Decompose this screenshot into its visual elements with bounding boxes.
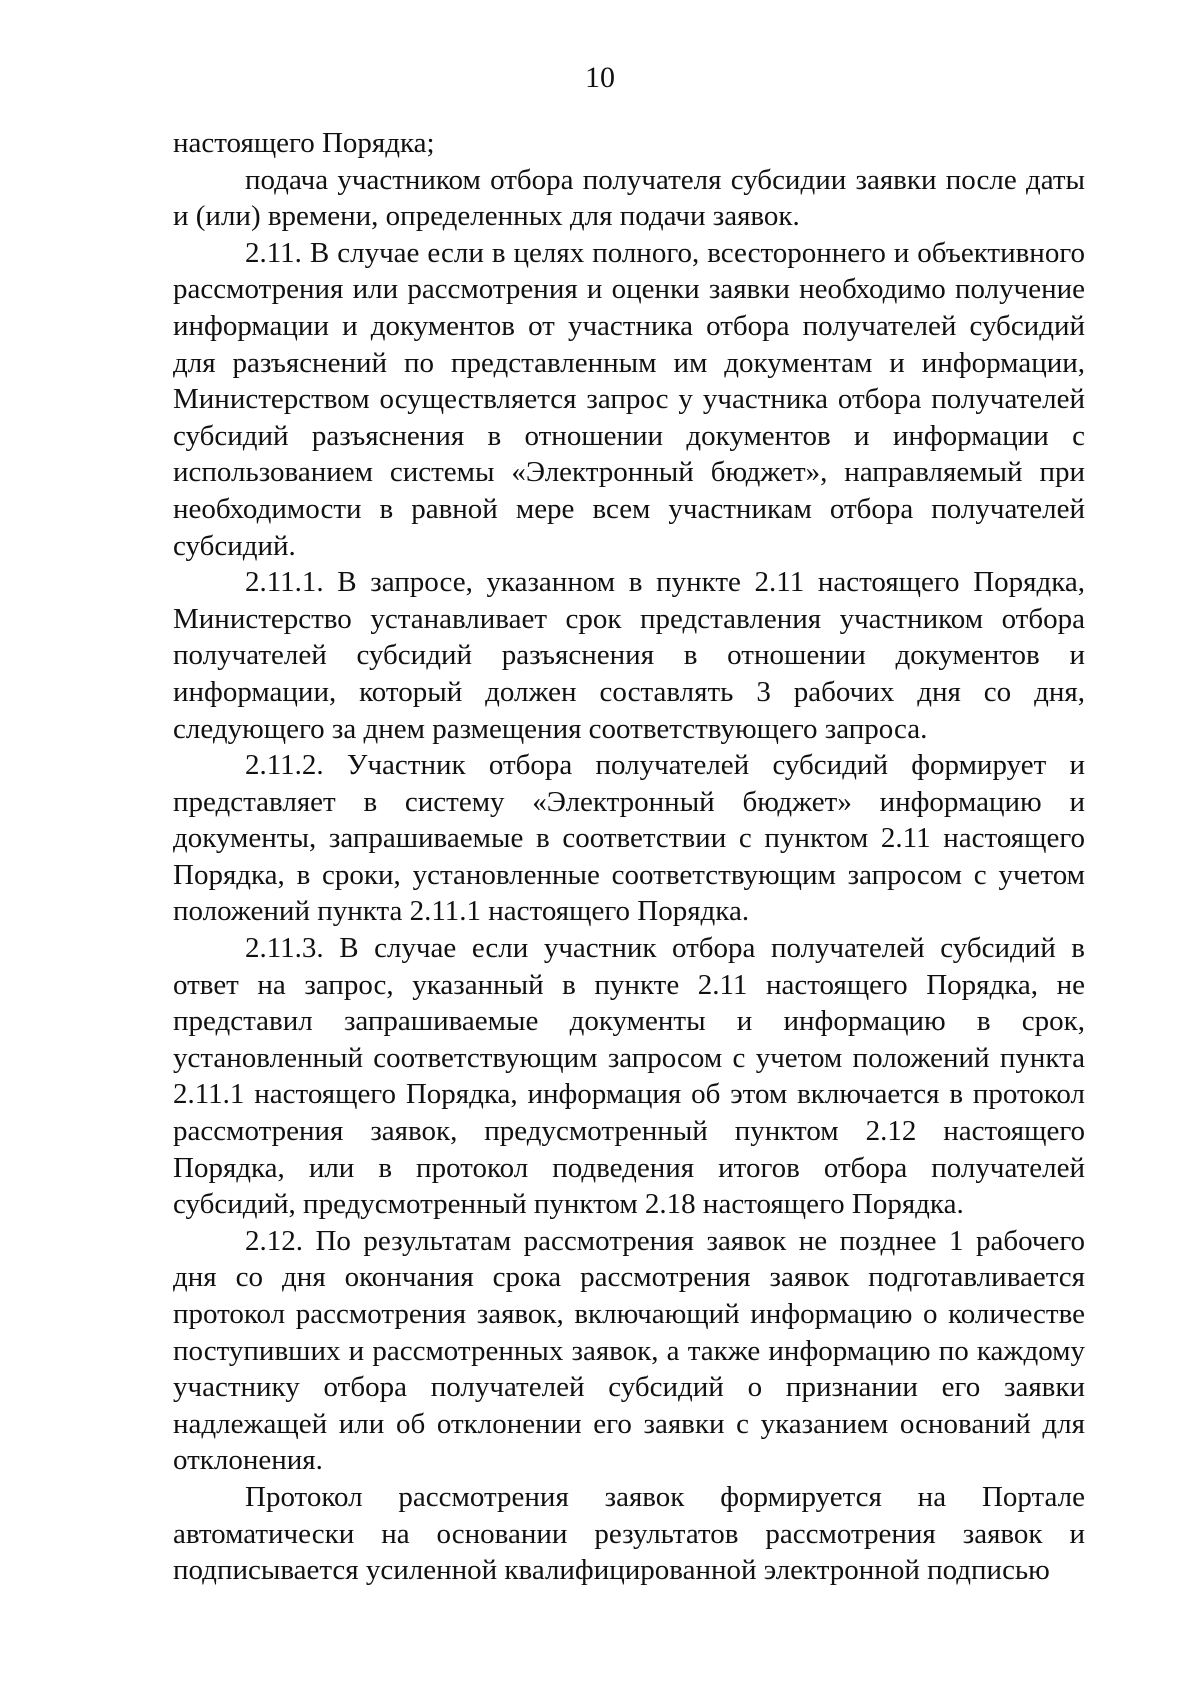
paragraph-continuation: настоящего Порядка; [173, 127, 435, 159]
paragraph-protocol: Протокол рассмотрения заявок формируется на Портале автоматически на основании результатов рассмотрения заявок и подписывается усиленной квалифицированной электронной подписью [173, 1480, 1085, 1587]
paragraph-2-11: 2.11. В случае если в целях полного, всестороннего и объективного рассмотрения или рассмотрения и оценки заявки необходимо получение информации и документов от участника отбора получателей субсидий для разъяснений по представленным им документам и информации, Министерством осуществляется запрос у участника отбора получателей субсидий разъяснения в отношении документов и информации с использованием системы «Электронный бюджет», направляемый при необходимости в равной мере всем участникам отбора получателей субсидий. [173, 236, 1085, 562]
paragraph-2-11-3: 2.11.3. В случае если участник отбора получателей субсидий в ответ на запрос, указанный в пункте 2.11 настоящего Порядка, не представил запрашиваемые документы и информацию в срок, установленный соответствующим запросом с учетом положений пункта 2.11.1 настоящего Порядка, информация об этом включается в протокол рассмотрения заявок, предусмотренный пунктом 2.12 настоящего Порядка, или в протокол подведения итогов отбора получателей субсидий, предусмотренный пунктом 2.18 настоящего Порядка. [173, 932, 1085, 1221]
paragraph-2-11-1: 2.11.1. В запросе, указанном в пункте 2.11 настоящего Порядка, Министерство устанавливает срок представления участником отбора получателей субсидий разъяснения в отношении документов и информации, который должен составлять 3 рабочих дня со дня, следующего за днем размещения соответствующего запроса. [173, 566, 1085, 745]
paragraph-2-12: 2.12. По результатам рассмотрения заявок не позднее 1 рабочего дня со дня окончания срока рассмотрения заявок подготавливается протокол рассмотрения заявок, включающий информацию о количестве поступивших и рассмотренных заявок, а также информацию по каждому участнику отбора получателей субсидий о признании его заявки надлежащей или об отклонении его заявки с указанием оснований для отклонения. [173, 1224, 1085, 1477]
document-body [173, 125, 1085, 1589]
paragraph-late-submission: подача участником отбора получателя субсидии заявки после даты и (или) времени, определенных для подачи заявок. [173, 163, 1085, 233]
page-number: 10 [585, 61, 615, 94]
paragraph-2-11-2: 2.11.2. Участник отбора получателей субсидий формирует и представляет в систему «Электронный бюджет» информацию и документы, запрашиваемые в соответствии с пунктом 2.11 настоящего Порядка, в сроки, установленные соответствующим запросом с учетом положений пункта 2.11.1 настоящего Порядка. [173, 749, 1085, 928]
